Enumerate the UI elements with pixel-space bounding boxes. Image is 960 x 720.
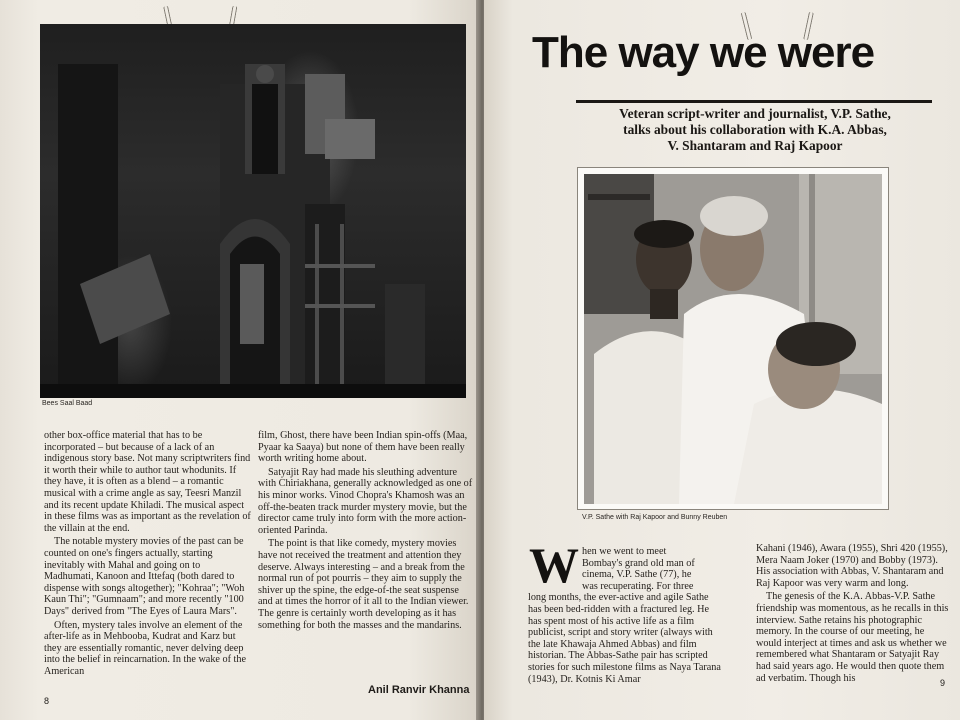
headline-rule: [576, 100, 932, 103]
paragraph: film, Ghost, there have been Indian spin-offs (Maa, Pyaar ka Saaya) but none of them have been really worth writing home about.: [258, 430, 468, 465]
paragraph: The point is that like comedy, mystery movies have not received the treatment and attention they deserve. Always interesting – and a break from the normal run of pot pourris – they aim to supply the shiver up the spine, the edge-of-the seat suspense and at times the horror of it all to the Indian viewer. The genre is certainly worth developing as it has something for both the masses and the mandarins.: [258, 538, 469, 631]
subhead-line: Veteran script-writer and journalist, V.P. Sathe,: [619, 106, 891, 121]
paragraph: The notable mystery movies of the past can be counted on one's fingers actually, starting inevitably with Mahal and going on to Madhumati, Kanoon and Ittefaq (both dared to dispense with songs altogether); "Kohraa"; "Woh Kaun Thi"; "Gumnaam"; and more recently "100 Days" derived from "The Eyes of Laura Mars".: [44, 536, 245, 617]
drop-cap: W: [529, 537, 579, 593]
paragraph: long months, the ever-active and agile Sathe has been bed-ridden with a fractured leg. He has spent most of his active life as a film publicist, script and story writer (always with the late Khawaja Ahmed Abbas) and film historian. The Abbas-Sathe pair has scripted stories for such milestone films as Naya Tarana (1943), Dr. Kotnis Ki Amar: [528, 592, 721, 685]
text-line: Bombay's grand old man of: [582, 557, 695, 569]
paragraph: Satyajit Ray had made his sleuthing adventure with Chiriakhana, generally acknowledged as one of his minor works. Vinod Chopra's Khamosh was an off-the-beaten track murder mystery movie, but the director came truly into form with the more action-oriented Parinda.: [258, 466, 473, 536]
page-number: 8: [44, 696, 50, 706]
paragraph: Often, mystery tales involve an element of the after-life as in Mehbooba, Kudrat and Karz but they are essentially romantic, never delving deep into the belief in reincarnation. In the wake of the American: [44, 619, 246, 677]
interview-column-2: [756, 543, 952, 686]
subhead-line: talks about his collaboration with K.A. Abbas,: [623, 122, 887, 137]
subhead-line: V. Shantaram and Raj Kapoor: [667, 138, 843, 153]
photo-content: [584, 174, 882, 504]
paragraph: The genesis of the K.A. Abbas-V.P. Sathe friendship was momentous, as he recalls in this interview. Sathe retains his photographic memory. In the course of our meeting, he would interject at times and ask us whether we remembered what Shantaram or Satyajit Ray had said years ago. He would then quote them ad verbatim. Though his: [756, 591, 949, 684]
headline: The way we were: [532, 28, 875, 77]
subheadline: [560, 106, 950, 154]
paragraph: other box-office material that has to be incorporated – but because of a lack of an indigenous story base. Not many scriptwriters find it worth their while to author taut whodunits. If they have, it is often as a blend – a romantic musical with a crime angle as say, Teesri Manzil and its recent update Khiladi. The musical aspect in these films was as important as the revelation of the villain at the end.: [44, 430, 251, 534]
photo-caption: Bees Saal Baad: [42, 400, 93, 407]
page-number: 9: [940, 678, 946, 688]
text-line: was recuperating. For three: [582, 580, 694, 592]
text-line: cinema, V.P. Sathe (77), he: [582, 569, 692, 581]
text-line: hen we went to meet: [582, 546, 667, 557]
portrait-photo: [577, 167, 889, 510]
photo-caption: V.P. Sathe with Raj Kapoor and Bunny Reuben: [582, 514, 728, 521]
article-column-2: [258, 430, 476, 633]
article-column-1: [44, 430, 252, 679]
interview-column-1: [528, 546, 724, 685]
author-byline: Anil Ranvir Khanna: [368, 684, 470, 696]
paragraph: Kahani (1946), Awara (1955), Shri 420 (1955), Mera Naam Joker (1970) and Bobby (1973). His association with Abbas, V. Shantaram and Raj Kapoor was very warm and long.: [756, 543, 948, 589]
film-still-photo: [40, 24, 466, 398]
